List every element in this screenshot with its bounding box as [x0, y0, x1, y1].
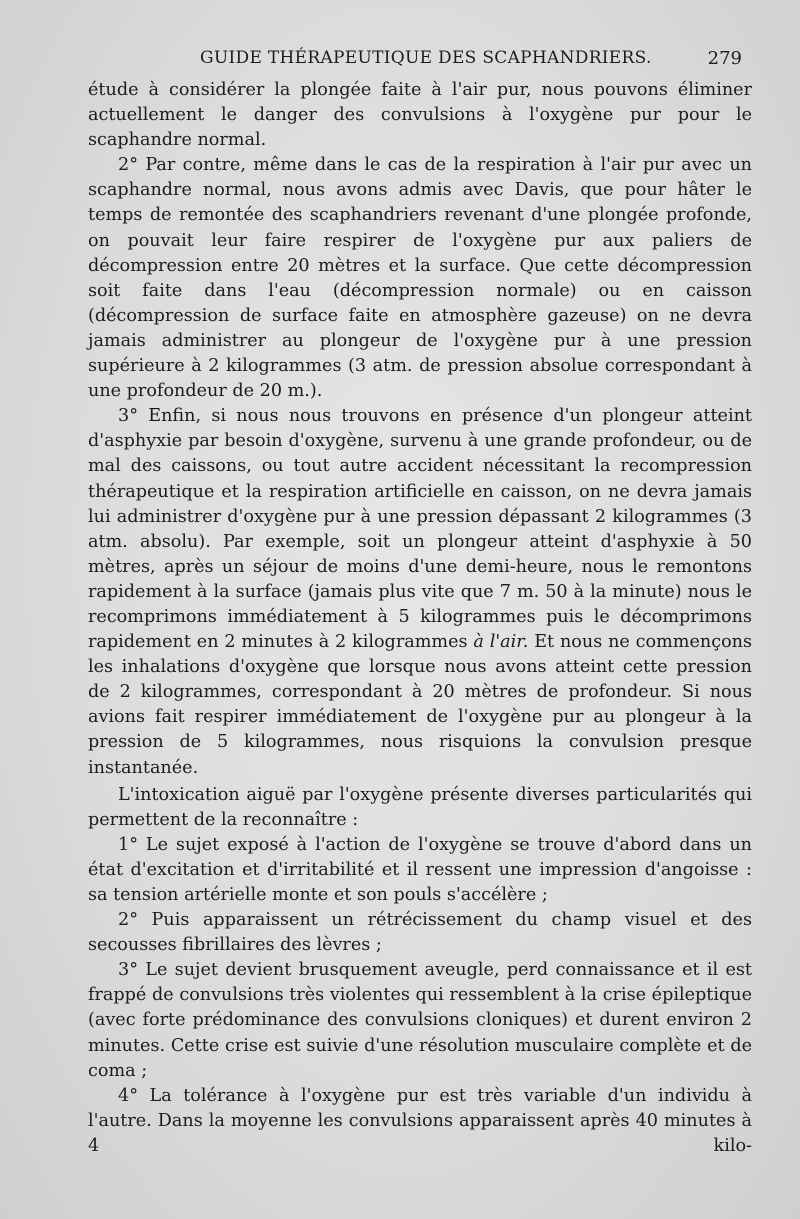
paragraph-continuation: étude à considérer la plongée faite à l'air pur, nous pouvons éliminer actuellement le danger des convulsions à l'oxygène pur pour le scaphandre normal. — [88, 80, 752, 151]
paragraph-point-3-tail: Et nous ne commençons les inhalations d'oxygène que lorsque nous avons atteint cette pression de 2 kilogrammes, correspondant à 20 mètres de profondeur. Si nous avions fait respirer immédiatement de l'oxygène pur au plongeur à la pression de 5 kilogrammes, nous risquions la convulsion presque instantanée. — [88, 632, 753, 778]
list-item-2: 2° Puis apparaissent un rétrécissement du champ visuel et des secousses fibrillaires des lèvres ; — [88, 910, 752, 956]
running-title: GUIDE THÉRAPEUTIQUE DES SCAPHANDRIERS. — [200, 48, 652, 68]
list-item-4: 4° La tolérance à l'oxygène pur est très variable d'un individu à l'autre. Dans la moyenne les convulsions apparaissent après 40 minutes à 4 kilo- — [88, 1085, 752, 1156]
list-item-3: 3° Le sujet devient brusquement aveugle, perd connaissance et il est frappé de convulsions très violentes qui ressemblent à la crise épileptique (avec forte prédominance des convulsions cloniques) et durent environ 2 minutes. Cette crise est suivie d'une résolution musculaire complète et de coma ; — [88, 960, 752, 1081]
paragraph-point-3-text: 3° Enfin, si nous nous trouvons en présence d'un plongeur atteint d'asphyxie par besoin d'oxygène, survenu à une grande profondeur, ou de mal des caissons, ou tout autre accident nécessitant la recompression thérapeutique et la respiration artificielle en caisson, on ne devra jamais lui administrer d'oxygène pur à une pression dépassant 2 kilogrammes (3 atm. absolu). Par exemple, soit un plongeur atteint d'asphyxie à 50 mètres, après un séjour de moins d'une demi-heure, nous le remontons rapidement à la surface (jamais plus vite que 7 m. 50 à la minute) nous le recomprimons immédiatement à 5 kilogrammes puis le décomprimons rapidement en 2 minutes à 2 kilogrammes — [88, 406, 752, 653]
body-text — [88, 78, 752, 1159]
page-header — [88, 44, 742, 74]
paragraph-intoxication-intro: L'intoxication aiguë par l'oxygène présente diverses particularités qui permettent de la reconnaître : — [88, 784, 752, 830]
list-item-1: 1° Le sujet exposé à l'action de l'oxygène se trouve d'abord dans un état d'excitation et d'irritabilité et il ressent une impression d'angoisse : sa tension artérielle monte et son pouls s'accélère ; — [88, 834, 752, 905]
paragraph-point-3 — [88, 404, 752, 780]
page-number: 279 — [707, 48, 742, 69]
paragraph-point-3-italic: à l'air. — [473, 632, 529, 653]
paragraph-point-2: 2° Par contre, même dans le cas de la respiration à l'air pur avec un scaphandre normal, nous avons admis avec Davis, que pour hâter le temps de remontée des scaphandriers revenant d'une plongée profonde, on pouvait leur faire respirer de l'oxygène pur aux paliers de décompression entre 20 mètres et la surface. Que cette décompression soit faite dans l'eau (décompression normale) ou en caisson (décompression de surface faite en atmosphère gazeuse) on ne devra jamais administrer au plongeur de l'oxygène pur à une pression supérieure à 2 kilogrammes (3 atm. de pression absolue correspondant à une profondeur de 20 m.). — [88, 155, 752, 402]
